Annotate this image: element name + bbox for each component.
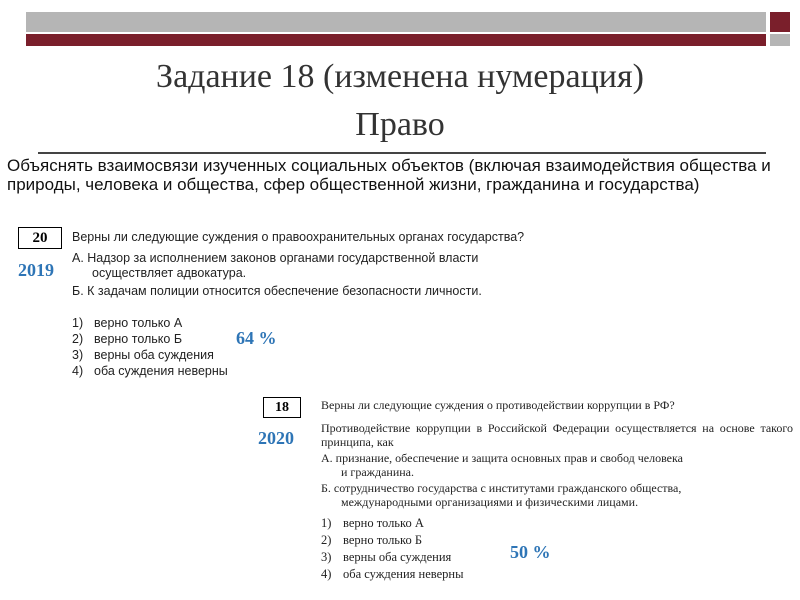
statement-a-2019: А. Надзор за исполнением законов органами государственной власти xyxy=(72,251,479,265)
statement-a-cont-2019: осуществляет адвокатура. xyxy=(92,266,247,280)
statement-b-2019: Б. К задачам полиции относится обеспечение безопасности личности. xyxy=(72,284,482,298)
header-grey-square xyxy=(770,34,790,46)
slide-subtitle: Право xyxy=(355,106,445,143)
option-2019: 1) верно только А xyxy=(72,316,183,330)
year-label-2020: 2020 xyxy=(258,428,294,448)
option-2020: 2) верно только Б xyxy=(321,533,423,547)
header-maroon-strip xyxy=(26,34,766,46)
statement-b-2020: Б. сотрудничество государства с институтами гражданского общества, xyxy=(321,481,682,495)
percent-2019: 64 % xyxy=(236,328,277,348)
question-number-box-2019: 20 xyxy=(18,227,62,249)
task-description: Объяснять взаимосвязи изученных социальных объектов (включая взаимодействия общества и природы, человека и общества, сфер общественной жизни, гражданина и государства) xyxy=(7,156,771,194)
question-block-2019 xyxy=(72,230,612,379)
lead-text-2020: Противодействие коррупции в Российской Федерации осуществляется на основе такого принципа, как xyxy=(321,421,793,449)
statement-a-cont-2020: и гражданина. xyxy=(341,465,414,479)
question-block-2020 xyxy=(321,398,793,583)
option-2020: 1) верно только А xyxy=(321,516,424,530)
year-label-2019: 2019 xyxy=(18,260,54,280)
statement-a-2020: А. признание, обеспечение и защита основных прав и свобод человека xyxy=(321,451,683,465)
title-divider xyxy=(38,152,766,154)
question-text-2020: Верны ли следующие суждения о противодействии коррупции в РФ? xyxy=(321,398,675,412)
statement-b-cont-2020: международными организациями и физическими лицами. xyxy=(341,495,639,509)
option-2020: 4) оба суждения неверны xyxy=(321,567,464,581)
slide-title: Задание 18 (изменена нумерация) xyxy=(156,58,644,95)
header-decoration-bar xyxy=(26,12,790,46)
option-2019: 2) верно только Б xyxy=(72,332,183,346)
options-list-2019 xyxy=(72,315,612,379)
options-list-2020 xyxy=(321,515,793,583)
option-2019: 3) верны оба суждения xyxy=(72,348,214,362)
question-text-2019: Верны ли следующие суждения о правоохранительных органах государства? xyxy=(72,230,525,244)
option-2019: 4) оба суждения неверны xyxy=(72,364,228,378)
question-number-box-2020: 18 xyxy=(263,397,301,418)
option-2020: 3) верны оба суждения xyxy=(321,550,452,564)
percent-2020: 50 % xyxy=(510,542,551,562)
header-grey-strip xyxy=(26,12,766,32)
header-maroon-square xyxy=(770,12,790,32)
